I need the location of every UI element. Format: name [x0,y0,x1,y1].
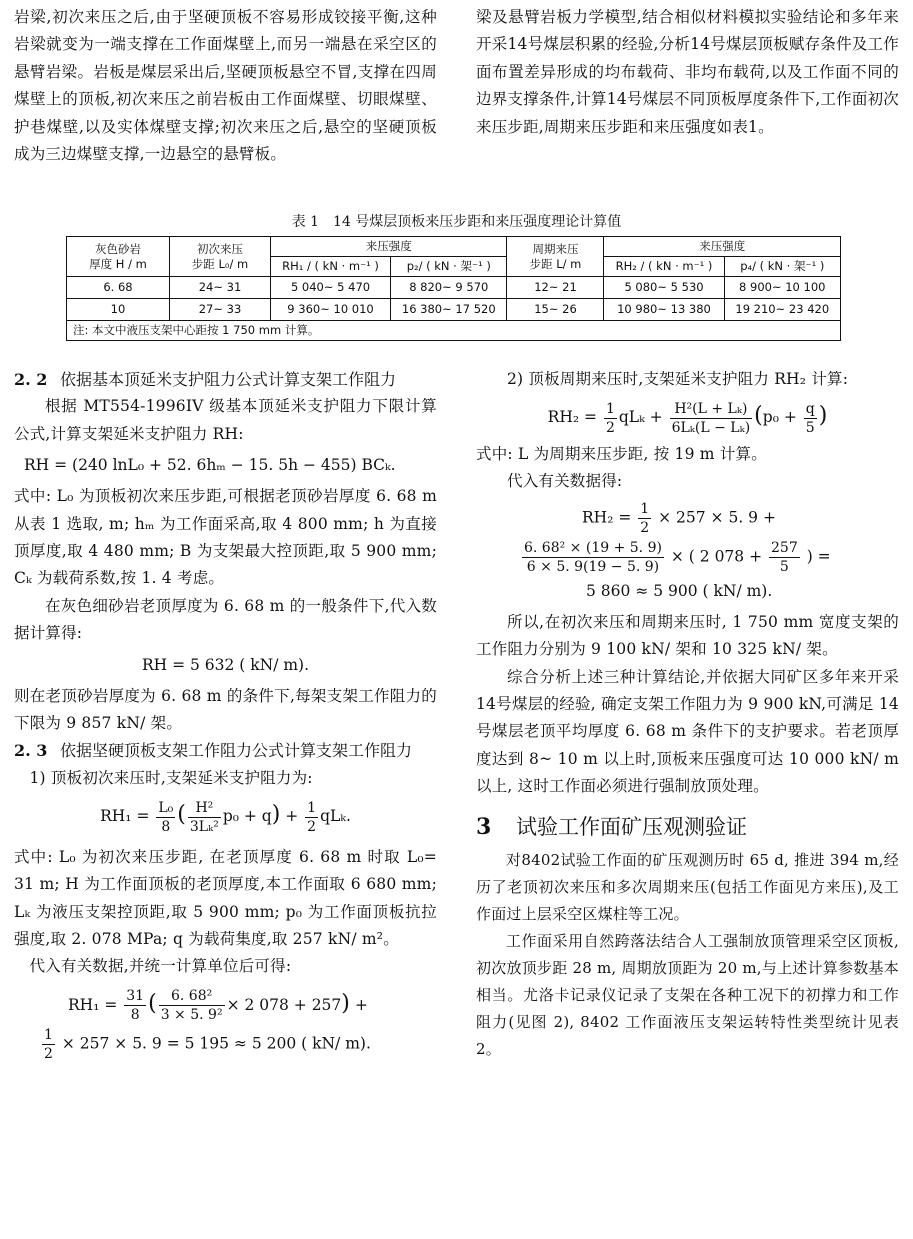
fraction [305,799,318,836]
denominator: 5 [779,558,789,575]
header-line: 初次来压 [197,241,243,256]
paragraph: 式中: L₀ 为顶板初次来压步距,可根据老顶砂岩厚度 6. 68 m 从表 1 选取, m; hₘ 为工作面采高,取 4 800 mm; h 为直接顶厚度,取 4 480 mm; B 为支架最大控顶距,取 5 900 mm; Cₖ 为载荷系数,按 1. 4 考虑。 [14,487,437,588]
equation-rh1-sub [14,987,437,1025]
equation-rh2-sub2 [476,539,899,576]
header-line: 灰色砂岩 [95,241,141,256]
eq-term: ) = [806,547,831,566]
denominator: 6 × 5. 9(19 − 5. 9) [526,558,660,575]
table-cell: 6. 68 [67,277,170,299]
paragraph: 式中: L 为周期来压步距, 按 19 m 计算。 [476,444,767,463]
table-cell: 24~ 31 [170,277,271,299]
fraction [188,799,221,836]
header-line: 厚度 H / m [89,256,147,271]
paragraph: 对8402试验工作面的矿压观测历时 65 d, 推进 394 m,经历了老顶初次来压和多次周期来压(包括工作面见方来压),及工作面过上层采空区煤柱等工况。 [476,850,899,923]
left-column-bottom [14,366,437,1063]
eq-term: qLₖ. [320,807,351,826]
fraction [804,400,817,437]
bracket: ) [341,990,350,1016]
denominator: 3Lₖ² [189,818,219,835]
table-header [170,237,271,277]
equation-rh2-sub [476,500,899,537]
denominator: 2 [44,1046,53,1063]
bracket: ) [271,802,281,828]
table-cell: 5 080~ 5 530 [604,277,724,299]
paragraph: 2) 顶板周期来压时,支架延米支护阻力 RH₂ 计算: [507,370,849,388]
bracket: ) [818,403,828,429]
numerator: 1 [307,799,317,816]
table-caption: 表 1 14 号煤层顶板来压步距和来压强度理论计算值 [291,214,622,230]
table-cell: 10 [67,299,170,321]
eq-term: qLₖ + [618,408,663,427]
section-title: 依据坚硬顶板支架工作阻力公式计算支架工作阻力 [60,741,413,761]
bracket: ( [177,802,186,828]
paragraph: 梁及悬臂岩板力学模型,结合相似材料模拟实验结论和多年来开采14号煤层积累的经验,分析14号煤层顶板赋存条件及工作面布置差异形成的均布载荷、非均布载荷,以及工作面不同的边界支撑条件,计算14号煤层不同顶板厚度条件下,工作面初次来压步距,周期来压步距和来压强度如表1。 [476,8,899,136]
data-table [66,236,841,341]
paragraph: 根据 MT554-1996IV 级基本顶延米支护阻力下限计算公式,计算支架延米支护阻力 RH: [14,397,437,443]
numerator: 6. 68² × (19 + 5. 9) [524,539,662,556]
paragraph: 式中: L₀ 为初次来压步距, 在老顶厚度 6. 68 m 时取 L₀= 31 m; H 为工作面顶板的老顶厚度,本工作面取 6 680 mm; Lₖ 为液压支架控顶距,取 5 900 mm; p₀ 为工作面顶板抗拉强度,取 2. 078 MPa; q 为载荷集度,取 257 kN/ m²。 [14,847,437,948]
paragraph: 则在老顶砂岩厚度为 6. 68 m 的条件下,每架支架工作阻力的下限为 9 857 kN/ 架。 [14,686,437,733]
table-header: 来压强度 [604,237,841,257]
left-column-top [14,4,437,168]
bracket: ( [148,990,157,1016]
denominator: 6Lₖ(L − Lₖ) [671,419,751,436]
eq-term: × 2 078 + 257 [226,995,342,1014]
table-header: RH₁ / ( kN · m⁻¹ ) [271,257,391,277]
table-cell: 19 210~ 23 420 [724,299,840,321]
table-header [67,237,170,277]
numerator: 1 [44,1027,53,1044]
eq-term: × 257 × 5. 9 + [658,508,776,527]
table-header: p₂/ ( kN · 架⁻¹ ) [391,257,507,277]
paragraph: 岩梁,初次来压之后,由于坚硬顶板不容易形成铰接平衡,这种岩梁就变为一端支撑在工作面煤壁上,而另一端悬在采空区的悬臂岩梁。岩板是煤层采出后,坚硬顶板悬空不冒,支撑在四周煤壁上的顶板,初次来压之前岩板由工作面煤壁、切眼煤壁、护巷煤壁,以及实体煤壁支撑;初次来压之后,悬空的坚硬顶板成为三边煤壁支撑,一边悬空的悬臂板。 [14,8,437,164]
table-cell: 8 820~ 9 570 [391,277,507,299]
eq-lhs: RH₂ = [547,408,597,427]
table-header: RH₂ / ( kN · m⁻¹ ) [604,257,724,277]
fraction [670,400,753,437]
table-cell: 9 360~ 10 010 [271,299,391,321]
fraction [159,987,225,1024]
table-header: p₄/ ( kN · 架⁻¹ ) [724,257,840,277]
eq-term: p₀ + [762,408,797,427]
section-title: 依据基本顶延米支护阻力公式计算支架工作阻力 [60,370,397,389]
table-cell: 12~ 21 [507,277,604,299]
fraction [156,799,175,836]
eq-lhs: RH₁ = [100,807,150,826]
section-number: 2. 2 [14,370,48,389]
table-cell: 10 980~ 13 380 [604,299,724,321]
section-title: 试验工作面矿压观测验证 [516,814,747,839]
equation-rh2-result: 5 860 ≈ 5 900 ( kN/ m). [586,581,773,600]
paragraph: 工作面采用自然跨落法结合人工强制放顶管理采空区顶板,初次放顶步距 28 m, 周期放顶距为 20 m,与上述计算参数基本相当。尤洛卡记录仪记录了支架在各种工况下的初撑力和工作阻力(见图 2), 8402 工作面液压支架运转特性类型统计见表 2。 [476,931,899,1058]
table-row [67,277,841,299]
table-header: 来压强度 [271,237,507,257]
denominator: 8 [130,1007,140,1024]
section-heading-2-2 [14,366,437,393]
numerator: 257 [771,539,798,556]
bracket: ( [754,403,763,429]
denominator: 3 × 5. 9² [160,1007,223,1024]
paragraph: 代入有关数据,并统一计算单位后可得: [29,957,292,976]
header-line: 步距 L/ m [529,256,582,271]
table-cell: 5 040~ 5 470 [271,277,391,299]
header-line: 步距 L₀/ m [191,256,249,271]
table-cell: 8 900~ 10 100 [724,277,840,299]
equation-rh2 [476,399,899,437]
right-column-bottom [476,366,899,1063]
paragraph: 1) 顶板初次来压时,支架延米支护阻力为: [29,768,313,787]
denominator: 5 [805,419,815,436]
denominator: 2 [640,519,650,536]
paragraph: 综合分析上述三种计算结论,并依据大同矿区多年来开采14号煤层的经验, 确定支架工作阻力为 9 900 kN,可满足 14 号煤层老顶平均厚度 6. 68 m 条件下的支护要求。若老顶厚度达到 8~ 10 m 以上时,顶板来压强度可达 10 000 kN/ m 以上, 这时工作面必须进行强制放顶处理。 [476,667,899,796]
fraction [522,539,664,576]
numerator: q [805,400,815,417]
table-note: 注: 本文中液压支架中心距按 1 750 mm 计算。 [67,321,841,341]
right-column-top [476,4,899,141]
eq-term: × 257 × 5. 9 = 5 195 ≈ 5 200 ( kN/ m). [61,1034,371,1053]
section-number: 3 [476,813,492,840]
denominator: 2 [307,818,317,835]
eq-term: × ( 2 078 + [670,547,763,566]
header-line: 周期来压 [532,241,579,256]
equation: RH = (240 lnL₀ + 52. 6hₘ − 15. 5h − 455) BCₖ. [24,456,396,475]
table-header [507,237,604,277]
paragraph: 代入有关数据得: [507,472,623,491]
fraction [42,1026,55,1063]
paragraph: 在灰色细砂岩老顶厚度为 6. 68 m 的一般条件下,代入数据计算得: [14,596,437,643]
equation-rh1: RH₁ = $\frac{\text{L₀}}{8}$ ( $\frac{\text{H²}}{\text{3Lₖ²}}$ p₀ + q) + $\frac{1}{2}$ qLₖ. [100,799,351,835]
table-cell: 15~ 26 [507,299,604,321]
equation: RH = 5 632 ( kN/ m). [141,655,310,674]
denominator: 2 [605,419,615,436]
fraction [124,987,146,1024]
section-heading-2-3 [14,737,437,764]
paragraph: 所以,在初次来压和周期来压时, 1 750 mm 宽度支架的工作阻力分别为 9 100 kN/ 架和 10 325 kN/ 架。 [476,612,899,659]
numerator: 1 [640,500,650,517]
denominator: 8 [161,818,171,835]
table-cell: 27~ 33 [170,299,271,321]
numerator: 6. 68² [159,987,225,1006]
table-cell: 16 380~ 17 520 [391,299,507,321]
table-note-row [67,321,841,341]
section-heading-3 [476,811,899,843]
fraction [604,400,617,437]
numerator: H²(L + Lₖ) [670,400,753,419]
eq-lhs: RH₁ = [68,995,118,1014]
eq-term: p₀ + q [222,807,272,826]
equation-rh1-result [14,1026,437,1063]
fraction [638,500,651,537]
numerator: 31 [126,988,145,1005]
eq-term: + [354,995,368,1014]
section-number: 2. 3 [14,741,48,761]
table-row [67,299,841,321]
numerator: H² [188,799,221,818]
numerator: 1 [605,400,615,417]
numerator: L₀ [158,799,174,816]
fraction [769,539,800,576]
eq-lhs: RH₂ = [582,508,632,527]
